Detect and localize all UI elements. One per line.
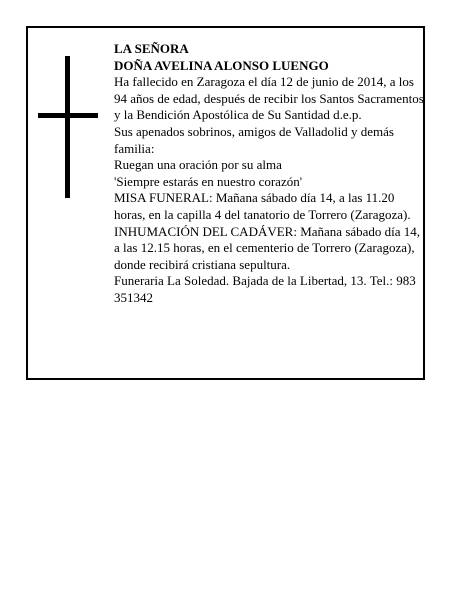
cross-vertical-bar xyxy=(65,56,70,198)
deceased-name: DOÑA AVELINA ALONSO LUENGO xyxy=(114,57,329,73)
cross-horizontal-bar xyxy=(38,113,98,118)
death-announcement: Ha fallecido en Zaragoza el día 12 de junio de 2014, a los 94 años de edad, después de recibir los Santos Sacramentos y la Bendición Apostólica de Su Santidad d.e.p. xyxy=(114,74,424,123)
funeral-home-contact: Funeraria La Soledad. Bajada de la Libertad, 13. Tel.: 983 351342 xyxy=(114,273,416,305)
funeral-details: MISA FUNERAL: Mañana sábado día 14, a las 11.20 horas, en la capilla 4 del tanatorio de Torrero (Zaragoza). INHUMACIÓN DEL CADÁVER: Mañana sábado día 14, a las 12.15 horas, en el cementerio de Torrero (Zaragoza), donde recibirá cristiana sepultura. xyxy=(114,190,421,272)
notice-title-line1: LA SEÑORA xyxy=(114,41,189,56)
mourners-line: Sus apenados sobrinos, amigos de Valladolid y demás familia: xyxy=(114,123,394,156)
notice-text xyxy=(114,41,426,307)
memorial-quote: 'Siempre estarás en nuestro corazón' xyxy=(114,173,303,189)
cross-icon xyxy=(38,56,98,198)
prayer-request: Ruegan una oración por su alma xyxy=(114,157,282,173)
obituary-notice xyxy=(26,26,425,380)
